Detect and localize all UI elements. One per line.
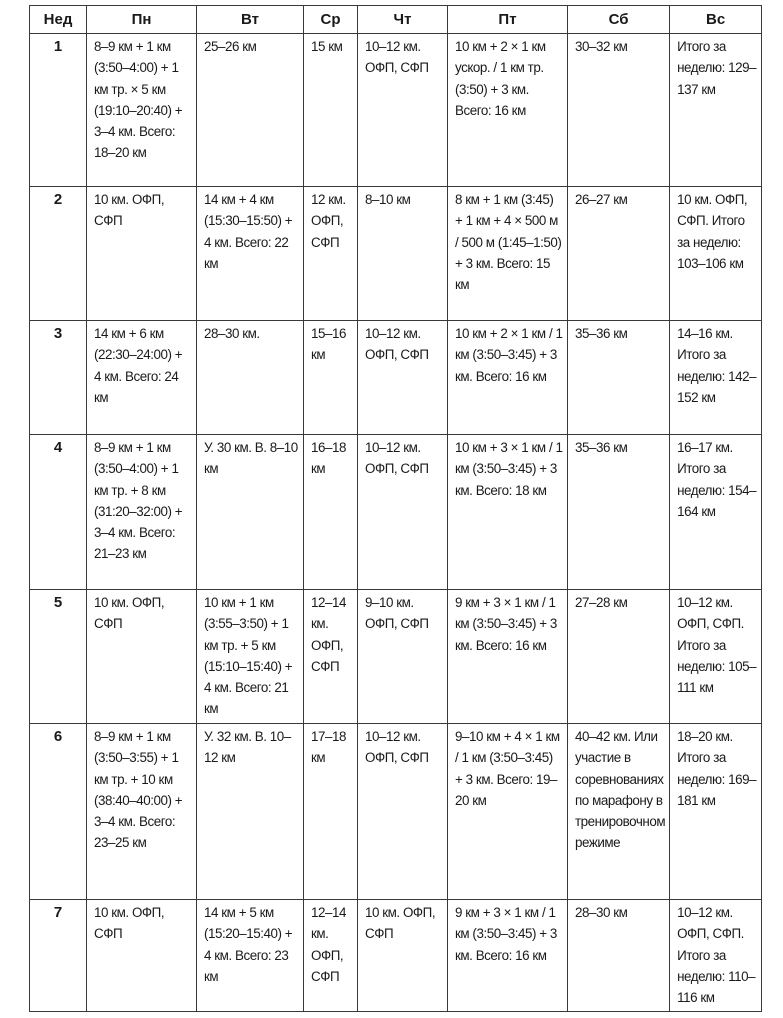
cell-wed: 17–18 км <box>304 724 358 900</box>
header-sat: Сб <box>568 6 670 34</box>
header-fri: Пт <box>448 6 568 34</box>
cell-mon: 10 км. ОФП, СФП <box>87 187 197 321</box>
cell-thu: 8–10 км <box>358 187 448 321</box>
cell-thu: 10–12 км. ОФП, СФП <box>358 724 448 900</box>
cell-fri: 10 км + 2 × 1 км ускор. / 1 км тр. (3:50) + 3 км. Всего: 16 км <box>448 34 568 187</box>
table-row <box>30 435 762 590</box>
cell-sat: 27–28 км <box>568 590 670 724</box>
cell-thu: 10–12 км. ОФП, СФП <box>358 321 448 435</box>
cell-tue: У. 32 км. В. 10–12 км <box>197 724 304 900</box>
table-row <box>30 187 762 321</box>
cell-thu: 10–12 км. ОФП, СФП <box>358 435 448 590</box>
cell-sat: 28–30 км <box>568 900 670 1012</box>
cell-fri: 9–10 км + 4 × 1 км / 1 км (3:50–3:45) + 3 км. Всего: 19–20 км <box>448 724 568 900</box>
cell-fri: 10 км + 3 × 1 км / 1 км (3:50–3:45) + 3 км. Всего: 18 км <box>448 435 568 590</box>
cell-thu: 9–10 км. ОФП, СФП <box>358 590 448 724</box>
header-row <box>30 6 762 34</box>
table-row <box>30 724 762 900</box>
cell-tue: У. 30 км. В. 8–10 км <box>197 435 304 590</box>
week-number: 5 <box>30 590 87 724</box>
cell-fri: 8 км + 1 км (3:45) + 1 км + 4 × 500 м / 500 м (1:45–1:50) + 3 км. Всего: 15 км <box>448 187 568 321</box>
training-plan-table <box>29 5 762 1012</box>
week-number: 4 <box>30 435 87 590</box>
cell-sun: Итого за неделю: 129–137 км <box>670 34 762 187</box>
header-week: Нед <box>30 6 87 34</box>
cell-wed: 12–14 км. ОФП, СФП <box>304 900 358 1012</box>
cell-fri: 9 км + 3 × 1 км / 1 км (3:50–3:45) + 3 км. Всего: 16 км <box>448 590 568 724</box>
cell-wed: 15–16 км <box>304 321 358 435</box>
cell-sat: 30–32 км <box>568 34 670 187</box>
cell-fri: 10 км + 2 × 1 км / 1 км (3:50–3:45) + 3 км. Всего: 16 км <box>448 321 568 435</box>
cell-fri: 9 км + 3 × 1 км / 1 км (3:50–3:45) + 3 км. Всего: 16 км <box>448 900 568 1012</box>
header-sun: Вс <box>670 6 762 34</box>
cell-mon: 14 км + 6 км (22:30–24:00) + 4 км. Всего: 24 км <box>87 321 197 435</box>
cell-sun: 18–20 км. Итого за неделю: 169–181 км <box>670 724 762 900</box>
week-number: 1 <box>30 34 87 187</box>
cell-sun: 16–17 км. Итого за неделю: 154–164 км <box>670 435 762 590</box>
cell-tue: 14 км + 4 км (15:30–15:50) + 4 км. Всего: 22 км <box>197 187 304 321</box>
cell-sun: 10 км. ОФП, СФП. Итого за неделю: 103–106 км <box>670 187 762 321</box>
cell-wed: 12 км. ОФП, СФП <box>304 187 358 321</box>
cell-mon: 10 км. ОФП, СФП <box>87 900 197 1012</box>
week-number: 2 <box>30 187 87 321</box>
cell-thu: 10 км. ОФП, СФП <box>358 900 448 1012</box>
cell-mon: 10 км. ОФП, СФП <box>87 590 197 724</box>
week-number: 3 <box>30 321 87 435</box>
cell-sun: 14–16 км. Итого за неделю: 142–152 км <box>670 321 762 435</box>
cell-sun: 10–12 км. ОФП, СФП. Итого за неделю: 105–111 км <box>670 590 762 724</box>
table-row <box>30 590 762 724</box>
header-mon: Пн <box>87 6 197 34</box>
cell-thu: 10–12 км. ОФП, СФП <box>358 34 448 187</box>
header-thu: Чт <box>358 6 448 34</box>
week-number: 6 <box>30 724 87 900</box>
cell-tue: 25–26 км <box>197 34 304 187</box>
table-row <box>30 321 762 435</box>
week-number: 7 <box>30 900 87 1012</box>
cell-sat: 40–42 км. Или участие в соревнованиях по марафону в тренировочном режиме <box>568 724 670 900</box>
table-row <box>30 900 762 1012</box>
cell-mon: 8–9 км + 1 км (3:50–4:00) + 1 км тр. × 5 км (19:10–20:40) + 3–4 км. Всего: 18–20 км <box>87 34 197 187</box>
cell-mon: 8–9 км + 1 км (3:50–4:00) + 1 км тр. + 8 км (31:20–32:00) + 3–4 км. Всего: 21–23 км <box>87 435 197 590</box>
cell-sat: 35–36 км <box>568 435 670 590</box>
table-row <box>30 34 762 187</box>
header-wed: Ср <box>304 6 358 34</box>
cell-sun: 10–12 км. ОФП, СФП. Итого за неделю: 110–116 км <box>670 900 762 1012</box>
cell-sat: 35–36 км <box>568 321 670 435</box>
cell-wed: 16–18 км <box>304 435 358 590</box>
cell-tue: 14 км + 5 км (15:20–15:40) + 4 км. Всего: 23 км <box>197 900 304 1012</box>
training-plan <box>29 5 762 1012</box>
cell-wed: 12–14 км. ОФП, СФП <box>304 590 358 724</box>
cell-sat: 26–27 км <box>568 187 670 321</box>
cell-tue: 10 км + 1 км (3:55–3:50) + 1 км тр. + 5 км (15:10–15:40) + 4 км. Всего: 21 км <box>197 590 304 724</box>
header-tue: Вт <box>197 6 304 34</box>
cell-tue: 28–30 км. <box>197 321 304 435</box>
cell-wed: 15 км <box>304 34 358 187</box>
cell-mon: 8–9 км + 1 км (3:50–3:55) + 1 км тр. + 10 км (38:40–40:00) + 3–4 км. Всего: 23–25 км <box>87 724 197 900</box>
